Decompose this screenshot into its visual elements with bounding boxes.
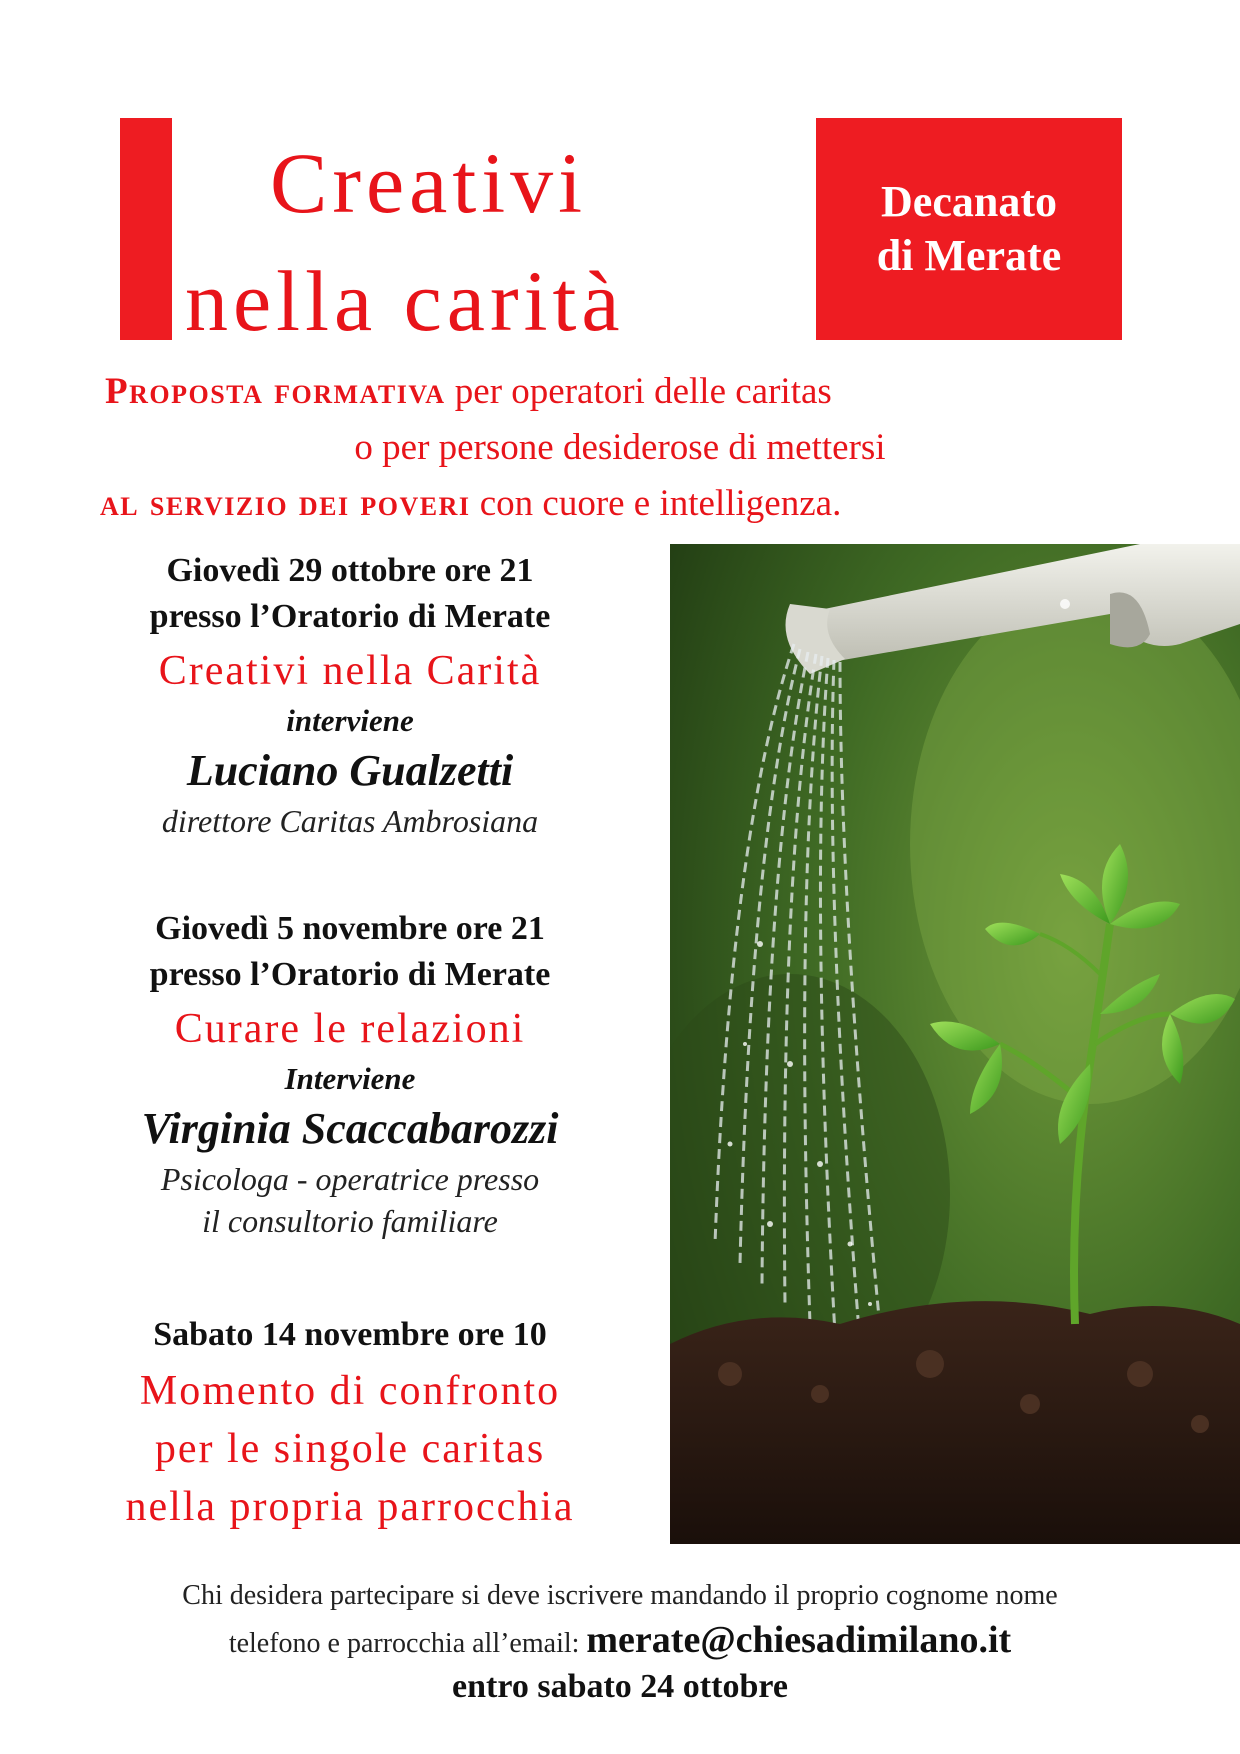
event-2-date: Giovedì 5 novembre ore 21 [155, 910, 545, 947]
intro-servizio: al servizio dei poveri [100, 483, 471, 524]
decanato-badge [816, 118, 1122, 340]
intro-line-1-rest: per operatori delle caritas [445, 371, 832, 412]
watering-plant-photo [670, 544, 1240, 1544]
event-3-topic-3: nella propria parrocchia [125, 1484, 575, 1530]
event-2-speaker: Virginia Scaccabarozzi [141, 1104, 559, 1153]
intro-line-2: o per persone desiderose di mettersi [354, 427, 886, 468]
intro-proposta: Proposta formativa [105, 371, 446, 412]
event-1-desc: direttore Caritas Ambrosiana [161, 803, 539, 839]
intro-line-3 [100, 476, 841, 532]
event-2-role: Interviene [284, 1061, 416, 1096]
decanato-line-1: Decanato [881, 177, 1057, 227]
event-2-desc-1: Psicologa - operatrice presso [160, 1161, 540, 1197]
event-1-place: presso l’Oratorio di Merate [149, 598, 551, 635]
title-line-2: nella carità [185, 253, 625, 349]
contact-email[interactable]: merate@chiesadimilano.it [586, 1619, 1012, 1661]
event-1-topic: Creativi nella Carità [158, 648, 542, 694]
event-1-role: interviene [286, 703, 414, 738]
event-2-place: presso l’Oratorio di Merate [149, 956, 551, 993]
event-3-topic-2: per le singole caritas [154, 1426, 546, 1472]
footer-line-2-text: telefono e parrocchia all’email: [228, 1628, 587, 1659]
event-2-desc-2: il consultorio familiare [202, 1203, 498, 1239]
event-1-speaker: Luciano Gualzetti [186, 746, 514, 795]
footer-line-2 [0, 1618, 1240, 1666]
event-2 [40, 906, 660, 1242]
decanato-line-2: di Merate [876, 231, 1062, 280]
footer-deadline: entro sabato 24 ottobre [452, 1668, 788, 1705]
event-3-topic-1: Momento di confronto [139, 1368, 561, 1414]
event-1 [40, 548, 660, 842]
footer-line-1: Chi desidera partecipare si deve iscrivere mandando il proprio cognome nome [182, 1580, 1058, 1611]
event-3-date: Sabato 14 novembre ore 10 [153, 1316, 547, 1353]
title-line-1: Creativi [270, 135, 588, 231]
event-3 [40, 1312, 660, 1536]
intro-line-3-rest: con cuore e intelligenza. [470, 483, 842, 524]
title-accent-bar [120, 118, 172, 340]
intro-line-1 [105, 364, 832, 420]
event-1-date: Giovedì 29 ottobre ore 21 [166, 552, 534, 589]
event-2-topic: Curare le relazioni [174, 1006, 526, 1052]
